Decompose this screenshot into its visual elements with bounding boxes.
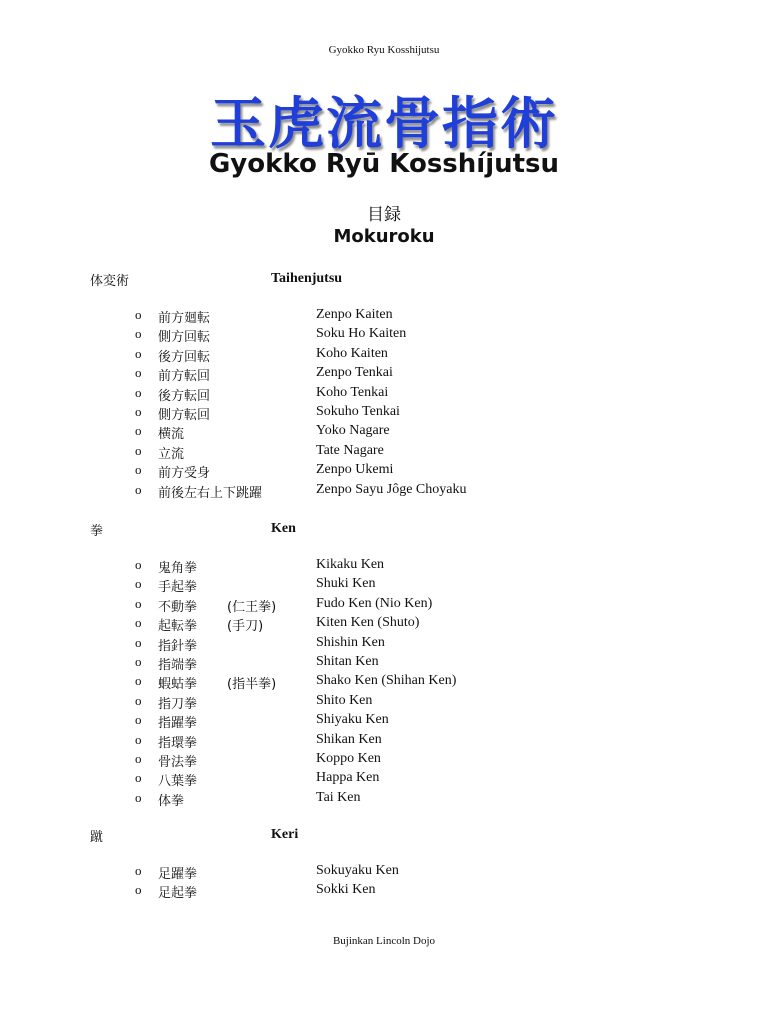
list-item <box>0 770 768 789</box>
list-item <box>0 790 768 809</box>
technique-romaji: Happa Ken <box>316 770 380 786</box>
technique-kanji: 後方回転 <box>158 349 211 365</box>
section-title: Taihenjutsu <box>271 271 343 286</box>
technique-kanji-alt: (仁王拳) <box>227 599 277 615</box>
technique-kanji: 起転拳 <box>158 619 198 635</box>
list-item <box>0 654 768 673</box>
bullet-icon: o <box>135 789 142 805</box>
list-item <box>0 576 768 595</box>
list-item <box>0 615 768 634</box>
technique-romaji: Zenpo Sayu Jôge Choyaku <box>316 481 467 497</box>
technique-romaji: Kiten Ken (Shuto) <box>316 615 420 631</box>
technique-kanji: 前後左右上下跳躍 <box>158 485 263 501</box>
bullet-icon: o <box>135 307 142 322</box>
technique-items <box>0 557 768 809</box>
list-item <box>0 482 768 501</box>
list-item <box>0 751 768 770</box>
technique-kanji: 体拳 <box>158 793 185 809</box>
technique-kanji: 前方受身 <box>158 466 211 482</box>
technique-kanji: 蝦蛄拳 <box>158 677 198 693</box>
technique-kanji: 前方廻転 <box>158 311 211 326</box>
technique-romaji: Fudo Ken (Nio Ken) <box>316 595 433 611</box>
technique-romaji: Shuki Ken <box>316 576 376 592</box>
section-header <box>0 520 768 540</box>
technique-romaji: Zenpo Tenkai <box>316 365 393 381</box>
technique-romaji: Shiyaku Ken <box>316 712 389 728</box>
list-item <box>0 673 768 692</box>
list-item <box>0 693 768 712</box>
bullet-icon: o <box>135 557 142 572</box>
technique-kanji: 前方転回 <box>158 369 211 385</box>
technique-romaji: Koho Kaiten <box>316 345 388 361</box>
technique-romaji: Shikan Ken <box>316 731 382 747</box>
section-title: Ken <box>271 521 296 536</box>
technique-kanji: 後方転回 <box>158 388 211 404</box>
section-header <box>0 270 768 290</box>
technique-romaji: Shako Ken (Shihan Ken) <box>316 673 457 689</box>
list-item <box>0 307 768 326</box>
bullet-icon: o <box>135 403 142 419</box>
section <box>0 520 768 809</box>
mokuroku-kanji-heading: 目録 <box>367 205 401 225</box>
list-item <box>0 423 768 442</box>
bullet-icon: o <box>135 345 142 361</box>
technique-romaji: Zenpo Kaiten <box>316 307 393 322</box>
bullet-icon: o <box>135 863 142 878</box>
bullet-icon: o <box>135 595 142 611</box>
page-header: Gyokko Ryu Kosshijutsu <box>328 44 440 56</box>
bullet-icon: o <box>135 882 142 898</box>
technique-kanji: 不動拳 <box>158 599 198 615</box>
technique-romaji: Koppo Ken <box>316 750 381 766</box>
list-item <box>0 326 768 345</box>
bullet-icon: o <box>135 634 142 650</box>
technique-romaji: Soku Ho Kaiten <box>316 326 407 342</box>
technique-romaji: Tai Ken <box>316 789 361 805</box>
technique-romaji: Shishin Ken <box>316 634 385 650</box>
bullet-icon: o <box>135 615 142 631</box>
bullet-icon: o <box>135 326 142 342</box>
technique-romaji: Shitan Ken <box>316 653 379 669</box>
bullet-icon: o <box>135 750 142 766</box>
technique-kanji-alt: (指半拳) <box>227 677 277 693</box>
technique-kanji: 指端拳 <box>158 657 198 673</box>
section-kanji: 拳 <box>90 524 104 539</box>
technique-kanji: 指刀拳 <box>158 696 198 712</box>
list-item <box>0 712 768 731</box>
technique-items <box>0 863 768 902</box>
technique-romaji: Sokuyaku Ken <box>316 863 399 878</box>
bullet-icon: o <box>135 692 142 708</box>
romaji-title: Gyokko Ryū Kosshíjutsu <box>208 149 560 179</box>
bullet-icon: o <box>135 673 142 689</box>
list-item <box>0 443 768 462</box>
technique-romaji: Sokuho Tenkai <box>316 403 400 419</box>
section-kanji: 体変術 <box>90 274 130 289</box>
list-item <box>0 882 768 901</box>
technique-kanji: 立流 <box>158 446 185 462</box>
bullet-icon: o <box>135 712 142 728</box>
bullet-icon: o <box>135 423 142 439</box>
technique-kanji: 手起拳 <box>158 580 198 596</box>
technique-romaji: Shito Ken <box>316 692 373 708</box>
bullet-icon: o <box>135 731 142 747</box>
technique-kanji: 足躍拳 <box>158 867 198 882</box>
technique-kanji: 鬼角拳 <box>158 561 198 576</box>
technique-kanji: 八葉拳 <box>158 774 198 790</box>
page-footer: Bujinkan Lincoln Dojo <box>332 935 436 947</box>
list-item <box>0 635 768 654</box>
technique-romaji: Koho Tenkai <box>316 384 389 400</box>
section-title: Keri <box>271 827 299 842</box>
section-header <box>0 826 768 846</box>
list-item <box>0 596 768 615</box>
bullet-icon: o <box>135 653 142 669</box>
technique-kanji: 指環拳 <box>158 735 198 751</box>
technique-romaji: Tate Nagare <box>316 442 384 458</box>
section <box>0 826 768 902</box>
technique-kanji: 横流 <box>158 427 185 443</box>
technique-romaji: Kikaku Ken <box>316 557 385 572</box>
bullet-icon: o <box>135 442 142 458</box>
list-item <box>0 863 768 882</box>
technique-kanji: 側方転回 <box>158 407 211 423</box>
kanji-title: 玉虎流骨指術 <box>210 91 558 157</box>
list-item <box>0 385 768 404</box>
technique-items <box>0 307 768 501</box>
bullet-icon: o <box>135 384 142 400</box>
list-item <box>0 557 768 576</box>
technique-romaji: Zenpo Ukemi <box>316 462 394 478</box>
bullet-icon: o <box>135 365 142 381</box>
bullet-icon: o <box>135 576 142 592</box>
section <box>0 270 768 501</box>
list-item <box>0 462 768 481</box>
mokuroku-heading: Mokuroku <box>333 226 435 247</box>
bullet-icon: o <box>135 481 142 497</box>
technique-romaji: Yoko Nagare <box>316 423 390 439</box>
bullet-icon: o <box>135 462 142 478</box>
technique-kanji: 指針拳 <box>158 638 198 654</box>
list-item <box>0 365 768 384</box>
list-item <box>0 346 768 365</box>
technique-kanji: 骨法拳 <box>158 754 198 770</box>
technique-kanji: 側方回転 <box>158 330 211 346</box>
technique-kanji-alt: (手刀) <box>227 619 264 635</box>
list-item <box>0 404 768 423</box>
technique-romaji: Sokki Ken <box>316 882 376 898</box>
list-item <box>0 732 768 751</box>
technique-kanji: 足起拳 <box>158 886 198 902</box>
section-kanji: 蹴 <box>90 830 104 845</box>
bullet-icon: o <box>135 770 142 786</box>
technique-kanji: 指躍拳 <box>158 716 198 732</box>
